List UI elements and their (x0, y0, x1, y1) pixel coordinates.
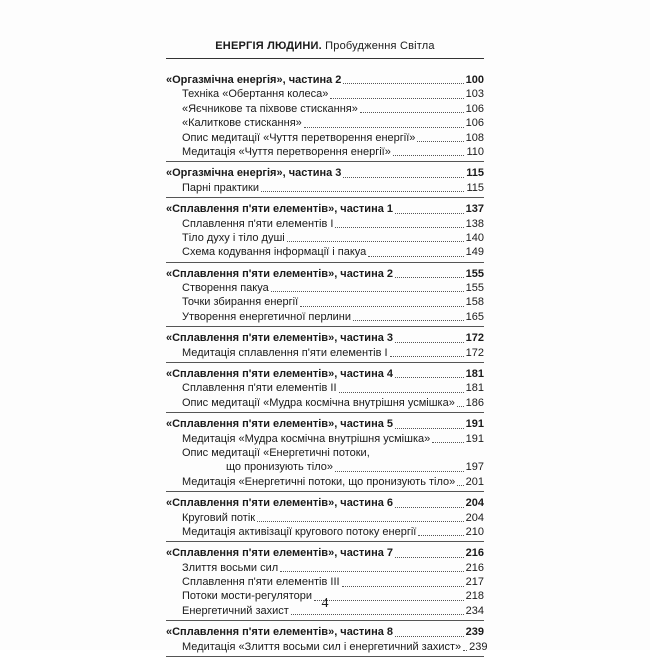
toc-subentry (166, 131, 484, 145)
toc-subentry-page: 191 (465, 432, 484, 445)
leader-dots (457, 405, 464, 407)
leader-dots (339, 391, 464, 393)
section-divider (166, 326, 484, 327)
toc-subentry (166, 310, 484, 324)
leader-dots (395, 427, 464, 429)
toc-subentry-title: Опис медитації «Чуття перетворення енергії» (182, 131, 416, 144)
toc-chapter-entry-title: «Оргазмічна енергія», частина 3 (166, 167, 342, 180)
toc-subentry (166, 181, 484, 195)
toc-subentry-page: 140 (465, 231, 484, 244)
toc-chapter-entry (166, 73, 484, 87)
toc-subentry (166, 475, 484, 489)
leader-dots (395, 212, 464, 214)
toc-section (166, 166, 484, 198)
toc-chapter-entry-title: «Сплавлення п'яти елементів», частина 7 (166, 547, 394, 560)
toc-section (166, 367, 484, 413)
toc-chapter-entry-title: «Сплавлення п'яти елементів», частина 2 (166, 267, 394, 280)
toc-section (166, 625, 488, 657)
leader-dots (257, 520, 464, 522)
toc-subentry-page: 106 (465, 102, 484, 115)
toc-chapter-entry (166, 625, 484, 639)
toc-section (166, 331, 484, 363)
toc-chapter-entry (166, 166, 484, 180)
toc-subentry-title: «Калиткове стискання» (182, 117, 302, 130)
leader-dots (287, 240, 464, 242)
toc-subentry-title: Сплавлення п'яти елементів II (182, 382, 337, 395)
toc-subentry (166, 87, 484, 101)
toc-subentry-page: 210 (465, 525, 484, 538)
toc-chapter-entry-page: 100 (465, 73, 484, 86)
toc-subentry-title: «Яєчникове та піхвове стискання» (182, 102, 358, 115)
toc-subentry (166, 432, 484, 446)
toc-subentry-page: 172 (465, 346, 484, 359)
leader-dots (417, 140, 463, 142)
toc-subentry-title: Створення пакуа (182, 282, 269, 295)
toc-chapter-entry (166, 417, 484, 431)
leader-dots (395, 341, 464, 343)
toc-subentry-page: 216 (465, 561, 484, 574)
section-divider (166, 362, 484, 363)
leader-dots (368, 255, 463, 257)
toc-subentry-page: 217 (465, 576, 484, 589)
section-divider (166, 262, 484, 263)
toc-subentry (166, 511, 484, 525)
toc-subentry (166, 102, 484, 116)
toc-subentry-page: 239 (469, 640, 488, 653)
toc-subentry-page: 204 (465, 511, 484, 524)
leader-dots (395, 506, 464, 508)
toc-subentry-page: 165 (465, 310, 484, 323)
toc-subentry-page: 149 (465, 246, 484, 259)
toc-subentry (166, 460, 484, 474)
leader-dots (261, 190, 464, 192)
toc-section (166, 267, 484, 328)
section-divider (166, 620, 484, 621)
toc-subentry-title: Сплавлення п'яти елементів I (182, 217, 334, 230)
toc-chapter-entry (166, 202, 484, 216)
toc-subentry (166, 145, 484, 159)
toc-chapter-entry-page: 181 (465, 368, 484, 381)
toc-chapter-entry-page: 239 (465, 626, 484, 639)
toc-chapter-entry-title: «Сплавлення п'яти елементів», частина 1 (166, 203, 394, 216)
leader-dots (395, 376, 464, 378)
leader-dots (418, 534, 463, 536)
toc-subentry-title: Енергетичний захист (182, 604, 289, 617)
toc-section (166, 496, 484, 542)
leader-dots (395, 276, 464, 278)
section-divider (166, 161, 484, 162)
toc-subentry-page: 186 (465, 396, 484, 409)
toc-subentry-page: 181 (465, 382, 484, 395)
leader-dots (353, 319, 464, 321)
toc-subentry-title: що пронизують тіло» (226, 461, 334, 474)
section-divider (166, 491, 484, 492)
toc-section (166, 73, 484, 162)
toc-subentry (166, 116, 484, 130)
leader-dots (335, 470, 464, 472)
toc-subentry-title: Медитація «Мудра космічна внутрішня усмішка» (182, 432, 431, 445)
section-divider (166, 412, 484, 413)
toc-subentry (166, 231, 484, 245)
leader-dots (342, 585, 464, 587)
toc-subentry-page: 108 (465, 131, 484, 144)
toc-subentry-title: Тіло духу і тіло душі (182, 231, 285, 244)
toc-subentry-title: Опис медитації «Енергетичні потоки, (182, 446, 370, 459)
toc-chapter-entry-page: 155 (465, 267, 484, 280)
toc-subentry-title: Опис медитації «Мудра космічна внутрішня усмішка» (182, 396, 455, 409)
toc-chapter-entry (166, 496, 484, 510)
toc-chapter-entry-page: 191 (465, 418, 484, 431)
toc-chapter-entry-title: «Сплавлення п'яти елементів», частина 4 (166, 368, 394, 381)
section-divider (166, 197, 484, 198)
toc-subentry-page: 138 (465, 217, 484, 230)
page-number: 4 (321, 596, 329, 611)
toc-chapter-entry-title: «Сплавлення п'яти елементів», частина 6 (166, 497, 394, 510)
toc-chapter-entry-page: 216 (465, 547, 484, 560)
toc-subentry-page: 155 (465, 282, 484, 295)
toc-subentry-title: Медитація «Злиття восьми сил і енергетичний захист» (182, 640, 462, 653)
leader-dots (393, 154, 465, 156)
section-divider (166, 541, 484, 542)
leader-dots (304, 126, 464, 128)
toc-subentry-page: 234 (465, 604, 484, 617)
toc-subentry-title: Медитація сплавлення п'яти елементів I (182, 346, 388, 359)
toc-subentry-page: 218 (465, 590, 484, 603)
toc-subentry-title: Медитація активізації кругового потоку енергії (182, 525, 417, 538)
toc-section (166, 417, 484, 492)
leader-dots (280, 570, 463, 572)
toc-subentry-title: Техніка «Обертання колеса» (182, 88, 329, 101)
toc-subentry-title: Медитація «Енергетичні потоки, що пронизують тіло» (182, 475, 456, 488)
toc-subentry (166, 381, 484, 395)
header-title-bold: ЕНЕРГІЯ ЛЮДИНИ. (215, 40, 322, 52)
toc-chapter-entry (166, 367, 484, 381)
toc-subentry-page: 115 (466, 181, 484, 194)
toc-chapter-entry-page: 204 (465, 497, 484, 510)
leader-dots (395, 635, 464, 637)
section-divider (166, 656, 484, 657)
toc-subentry-title: Точки збирання енергії (182, 296, 299, 309)
header-title-rest: Пробудження Світла (321, 40, 435, 52)
table-of-contents (166, 73, 488, 661)
leader-dots (271, 290, 464, 292)
toc-subentry-page: 103 (465, 88, 484, 101)
leader-dots (330, 97, 463, 99)
toc-subentry-page: 197 (465, 461, 484, 474)
toc-subentry (166, 295, 484, 309)
toc-chapter-entry (166, 331, 484, 345)
leader-dots (372, 456, 482, 457)
toc-subentry-page: 201 (465, 475, 484, 488)
toc-subentry (166, 281, 484, 295)
toc-chapter-entry-title: «Оргазмічна енергія», частина 2 (166, 73, 342, 86)
toc-subentry (166, 525, 484, 539)
toc-subentry-page: 106 (465, 117, 484, 130)
toc-subentry (166, 561, 484, 575)
toc-chapter-entry (166, 546, 484, 560)
toc-subentry (166, 217, 484, 231)
leader-dots (300, 305, 463, 307)
leader-dots (390, 355, 464, 357)
running-header (166, 40, 484, 52)
toc-subentry-page: 110 (466, 145, 484, 158)
toc-chapter-entry-page: 115 (466, 167, 484, 180)
toc-chapter-entry (166, 267, 484, 281)
leader-dots (343, 82, 463, 84)
header-rule (166, 58, 484, 59)
toc-chapter-entry-title: «Сплавлення п'яти елементів», частина 8 (166, 626, 394, 639)
leader-dots (291, 613, 464, 615)
leader-dots (360, 111, 464, 113)
toc-subentry-title: Парні практики (182, 181, 259, 194)
toc-subentry-page: 158 (465, 296, 484, 309)
toc-subentry-title: Схема кодування інформації і пакуа (182, 246, 367, 259)
toc-chapter-entry-page: 172 (465, 332, 484, 345)
toc-subentry-title: Потоки мости-регулятори (182, 590, 313, 603)
leader-dots (457, 484, 463, 486)
toc-subentry (166, 446, 484, 460)
toc-subentry-title: Медитація «Чуття перетворення енергії» (182, 145, 391, 158)
toc-subentry-title: Злиття восьми сил (182, 561, 279, 574)
toc-subentry-title: Круговий потік (182, 511, 256, 524)
toc-chapter-entry-title: «Сплавлення п'яти елементів», частина 5 (166, 418, 394, 431)
toc-subentry (166, 346, 484, 360)
leader-dots (335, 226, 463, 228)
toc-subentry (166, 245, 484, 259)
leader-dots (395, 556, 464, 558)
toc-subentry (166, 396, 484, 410)
leader-dots (463, 649, 467, 651)
toc-subentry-title: Сплавлення п'яти елементів III (182, 576, 340, 589)
toc-subentry (166, 575, 484, 589)
toc-subentry-title: Утворення енергетичної перлини (182, 310, 352, 323)
leader-dots (343, 176, 464, 178)
toc-chapter-entry-page: 137 (465, 203, 484, 216)
toc-chapter-entry-title: «Сплавлення п'яти елементів», частина 3 (166, 332, 394, 345)
toc-subentry (166, 640, 488, 654)
leader-dots (432, 441, 463, 443)
toc-section (166, 202, 484, 263)
